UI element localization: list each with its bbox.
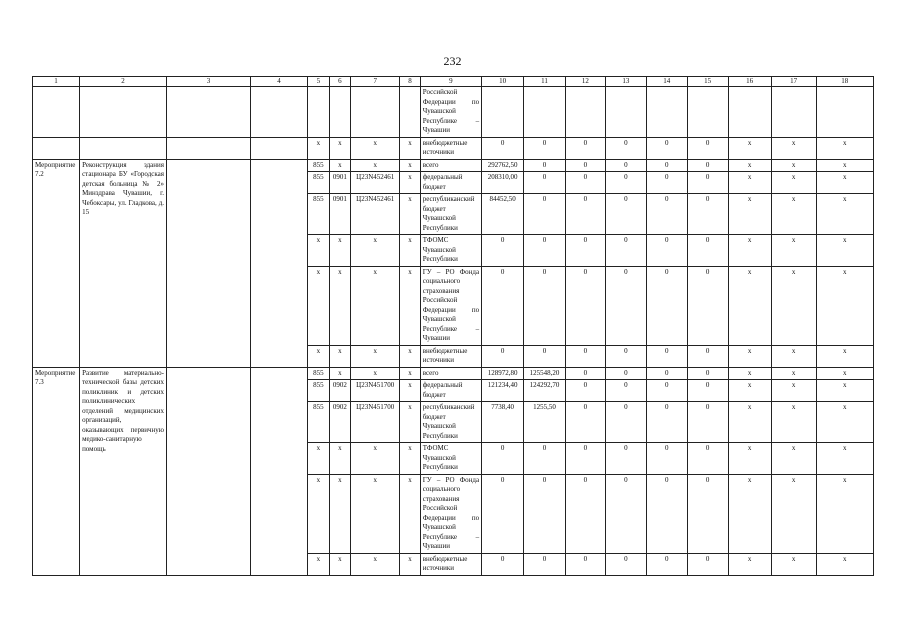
cell-year-15: 0 [687, 172, 728, 194]
cell-year-10: 208310,00 [482, 172, 524, 194]
cell-year-12: 0 [565, 266, 605, 345]
cell-year-17: x [771, 443, 816, 475]
cell-year-16: x [728, 367, 771, 380]
cell-year-15: 0 [687, 380, 728, 402]
cell-year-16: x [728, 194, 771, 235]
cell-section: 0901 [329, 194, 350, 235]
cell-funding-source: внебюджетные источники [420, 137, 481, 159]
cell-funding-source: ГУ – РО Фонда социального страхования Российской Федерации по Чувашской Республике – Чувашии [420, 474, 481, 553]
cell-target-article: Ц23N451700 [351, 380, 400, 402]
cell-expense-group: x [400, 194, 420, 235]
measure-name: Реконструкция здания стационара БУ «Городская детская больница № 2» Минздрава Чувашии, г. Чебоксары, ул. Гладкова, д. 15 [80, 159, 167, 367]
measure-id: Мероприятие 7.2 [33, 159, 80, 367]
cell-year-14: 0 [646, 443, 687, 475]
cell-section: x [329, 443, 350, 475]
cell-year-12: 0 [565, 159, 605, 172]
cell-year-14: 0 [646, 266, 687, 345]
cell-year-17 [771, 87, 816, 138]
cell-measure-id [33, 137, 80, 159]
cell-year-11: 0 [524, 474, 566, 553]
cell-year-11: 0 [524, 553, 566, 575]
cell-funding-source: Российской Федерации по Чувашской Республике – Чувашии [420, 87, 481, 138]
cell-year-14: 0 [646, 402, 687, 443]
cell-year-15: 0 [687, 553, 728, 575]
cell-year-17: x [771, 235, 816, 267]
cell-year-17: x [771, 474, 816, 553]
header-row [33, 77, 874, 87]
cell-year-13: 0 [605, 172, 646, 194]
cell-year-16: x [728, 474, 771, 553]
cell-year-14: 0 [646, 367, 687, 380]
cell-year-12: 0 [565, 474, 605, 553]
cell-section: x [329, 474, 350, 553]
cell-target-article: Ц23N452461 [351, 172, 400, 194]
cell-year-18: x [816, 380, 873, 402]
column-number-7: 7 [351, 77, 400, 87]
column-number-3: 3 [167, 77, 251, 87]
cell-year-18: x [816, 474, 873, 553]
cell-year-13: 0 [605, 159, 646, 172]
cell-funding-source: внебюджетные источники [420, 553, 481, 575]
column-number-13: 13 [605, 77, 646, 87]
cell-year-16: x [728, 235, 771, 267]
cell-grbs: x [308, 266, 329, 345]
cell-section: x [329, 266, 350, 345]
cell-year-10: 0 [482, 553, 524, 575]
cell-expense-group: x [400, 235, 420, 267]
cell-year-13: 0 [605, 266, 646, 345]
cell-year-15: 0 [687, 474, 728, 553]
cell-grbs: 855 [308, 194, 329, 235]
cell-year-17: x [771, 194, 816, 235]
cell-section: x [329, 137, 350, 159]
cell-year-11: 0 [524, 266, 566, 345]
cell-target-article [351, 87, 400, 138]
cell-year-16: x [728, 266, 771, 345]
cell-year-10 [482, 87, 524, 138]
cell-expense-group: x [400, 266, 420, 345]
cell-year-14: 0 [646, 235, 687, 267]
cell-expense-group: x [400, 553, 420, 575]
cell-year-18 [816, 87, 873, 138]
cell-year-13: 0 [605, 235, 646, 267]
cell-funding-source: ТФОМС Чувашской Республики [420, 235, 481, 267]
cell-section [329, 87, 350, 138]
cell-section: 0902 [329, 402, 350, 443]
cell-year-16: x [728, 159, 771, 172]
cell-year-15: 0 [687, 402, 728, 443]
cell-col-4 [250, 159, 307, 367]
cell-section: x [329, 159, 350, 172]
cell-year-10: 128972,80 [482, 367, 524, 380]
cell-year-14: 0 [646, 137, 687, 159]
cell-grbs: x [308, 235, 329, 267]
cell-year-10: 0 [482, 345, 524, 367]
cell-col-3 [167, 87, 251, 138]
cell-funding-source: внебюджетные источники [420, 345, 481, 367]
cell-funding-source: республиканский бюджет Чувашской Республики [420, 194, 481, 235]
cell-year-12: 0 [565, 402, 605, 443]
cell-year-15: 0 [687, 345, 728, 367]
cell-grbs: x [308, 137, 329, 159]
cell-year-10: 7738,40 [482, 402, 524, 443]
cell-section: 0901 [329, 172, 350, 194]
cell-year-12: 0 [565, 172, 605, 194]
cell-year-18: x [816, 172, 873, 194]
column-number-9: 9 [420, 77, 481, 87]
cell-section: x [329, 345, 350, 367]
cell-year-11: 124292,70 [524, 380, 566, 402]
cell-year-13: 0 [605, 380, 646, 402]
cell-grbs: x [308, 443, 329, 475]
cell-year-15: 0 [687, 266, 728, 345]
cell-year-17: x [771, 367, 816, 380]
cell-year-13: 0 [605, 443, 646, 475]
cell-year-14: 0 [646, 380, 687, 402]
column-number-16: 16 [728, 77, 771, 87]
cell-section: x [329, 553, 350, 575]
column-number-17: 17 [771, 77, 816, 87]
cell-year-17: x [771, 402, 816, 443]
cell-year-14: 0 [646, 194, 687, 235]
cell-grbs: x [308, 553, 329, 575]
table-row [33, 159, 874, 172]
cell-year-12: 0 [565, 553, 605, 575]
cell-year-17: x [771, 266, 816, 345]
table-body [33, 77, 874, 576]
cell-target-article: x [351, 553, 400, 575]
cell-year-17: x [771, 345, 816, 367]
cell-year-13: 0 [605, 553, 646, 575]
column-number-1: 1 [33, 77, 80, 87]
cell-measure-id [33, 87, 80, 138]
cell-col-4 [250, 137, 307, 159]
cell-expense-group: x [400, 172, 420, 194]
cell-year-18: x [816, 345, 873, 367]
cell-year-12: 0 [565, 380, 605, 402]
cell-year-11: 0 [524, 235, 566, 267]
cell-year-18: x [816, 194, 873, 235]
cell-year-17: x [771, 553, 816, 575]
cell-year-16: x [728, 402, 771, 443]
cell-year-14: 0 [646, 474, 687, 553]
cell-year-11 [524, 87, 566, 138]
cell-target-article: x [351, 474, 400, 553]
cell-year-16 [728, 87, 771, 138]
cell-year-14 [646, 87, 687, 138]
cell-funding-source: ТФОМС Чувашской Республики [420, 443, 481, 475]
cell-col-3 [167, 137, 251, 159]
cell-section: 0902 [329, 380, 350, 402]
cell-year-17: x [771, 159, 816, 172]
cell-year-16: x [728, 345, 771, 367]
cell-measure-name [80, 137, 167, 159]
page-number: 232 [443, 54, 462, 68]
cell-col-4 [250, 87, 307, 138]
cell-section: x [329, 367, 350, 380]
cell-target-article: Ц23N452461 [351, 194, 400, 235]
cell-year-10: 121234,40 [482, 380, 524, 402]
cell-year-13: 0 [605, 474, 646, 553]
cell-year-15: 0 [687, 137, 728, 159]
cell-year-12: 0 [565, 235, 605, 267]
cell-grbs: 855 [308, 402, 329, 443]
column-number-11: 11 [524, 77, 566, 87]
cell-section: x [329, 235, 350, 267]
cell-year-10: 84452,50 [482, 194, 524, 235]
cell-year-15: 0 [687, 159, 728, 172]
cell-year-10: 0 [482, 443, 524, 475]
cell-expense-group: x [400, 367, 420, 380]
cell-grbs: 855 [308, 159, 329, 172]
cell-col-4 [250, 367, 307, 575]
measure-name: Развитие материально-технической базы детских поликлиник и детских поликлинических отделений медицинских организаций, оказывающих первичную медико-санитарную помощь [80, 367, 167, 575]
cell-year-18: x [816, 553, 873, 575]
cell-target-article: x [351, 235, 400, 267]
cell-year-13 [605, 87, 646, 138]
cell-year-15: 0 [687, 367, 728, 380]
cell-target-article: Ц23N451700 [351, 402, 400, 443]
cell-year-15: 0 [687, 235, 728, 267]
cell-year-11: 0 [524, 172, 566, 194]
cell-year-12: 0 [565, 443, 605, 475]
cell-year-14: 0 [646, 172, 687, 194]
cell-funding-source: федеральный бюджет [420, 380, 481, 402]
cell-year-17: x [771, 380, 816, 402]
cell-target-article: x [351, 137, 400, 159]
column-number-10: 10 [482, 77, 524, 87]
cell-year-18: x [816, 443, 873, 475]
cell-year-11: 0 [524, 345, 566, 367]
cell-col-3 [167, 159, 251, 367]
cell-funding-source: республиканский бюджет Чувашской Республики [420, 402, 481, 443]
cell-year-11: 0 [524, 159, 566, 172]
cell-year-12 [565, 87, 605, 138]
cell-year-17: x [771, 172, 816, 194]
cell-year-13: 0 [605, 367, 646, 380]
column-number-4: 4 [250, 77, 307, 87]
column-number-15: 15 [687, 77, 728, 87]
cell-year-11: 0 [524, 443, 566, 475]
cell-year-10: 0 [482, 137, 524, 159]
cell-year-12: 0 [565, 194, 605, 235]
cell-funding-source: всего [420, 367, 481, 380]
cell-year-15: 0 [687, 443, 728, 475]
cell-year-12: 0 [565, 367, 605, 380]
cell-grbs [308, 87, 329, 138]
cell-year-13: 0 [605, 194, 646, 235]
cell-year-15: 0 [687, 194, 728, 235]
cell-grbs: x [308, 474, 329, 553]
cell-funding-source: ГУ – РО Фонда социального страхования Российской Федерации по Чувашской Республике – Чувашии [420, 266, 481, 345]
table-row [33, 87, 874, 138]
table-row [33, 367, 874, 380]
cell-target-article: x [351, 266, 400, 345]
cell-expense-group [400, 87, 420, 138]
table-row [33, 137, 874, 159]
cell-year-14: 0 [646, 345, 687, 367]
cell-year-10: 292762,50 [482, 159, 524, 172]
cell-year-11: 1255,50 [524, 402, 566, 443]
column-number-14: 14 [646, 77, 687, 87]
cell-year-14: 0 [646, 553, 687, 575]
cell-grbs: 855 [308, 367, 329, 380]
cell-year-18: x [816, 367, 873, 380]
column-number-12: 12 [565, 77, 605, 87]
column-number-2: 2 [80, 77, 167, 87]
cell-grbs: 855 [308, 380, 329, 402]
budget-table [32, 76, 874, 576]
cell-year-10: 0 [482, 266, 524, 345]
cell-year-11: 125548,20 [524, 367, 566, 380]
cell-expense-group: x [400, 474, 420, 553]
cell-year-13: 0 [605, 345, 646, 367]
cell-year-11: 0 [524, 194, 566, 235]
cell-year-16: x [728, 443, 771, 475]
cell-grbs: 855 [308, 172, 329, 194]
column-number-5: 5 [308, 77, 329, 87]
cell-year-10: 0 [482, 474, 524, 553]
cell-grbs: x [308, 345, 329, 367]
cell-year-11: 0 [524, 137, 566, 159]
cell-year-12: 0 [565, 345, 605, 367]
cell-col-3 [167, 367, 251, 575]
cell-year-18: x [816, 266, 873, 345]
cell-year-18: x [816, 159, 873, 172]
cell-year-10: 0 [482, 235, 524, 267]
cell-measure-name [80, 87, 167, 138]
cell-expense-group: x [400, 137, 420, 159]
cell-year-18: x [816, 235, 873, 267]
cell-year-14: 0 [646, 159, 687, 172]
column-number-8: 8 [400, 77, 420, 87]
cell-expense-group: x [400, 402, 420, 443]
cell-year-16: x [728, 172, 771, 194]
cell-funding-source: всего [420, 159, 481, 172]
cell-funding-source: федеральный бюджет [420, 172, 481, 194]
cell-year-12: 0 [565, 137, 605, 159]
cell-expense-group: x [400, 443, 420, 475]
cell-target-article: x [351, 367, 400, 380]
cell-year-17: x [771, 137, 816, 159]
cell-year-15 [687, 87, 728, 138]
column-number-6: 6 [329, 77, 350, 87]
cell-year-16: x [728, 553, 771, 575]
cell-target-article: x [351, 443, 400, 475]
cell-year-13: 0 [605, 137, 646, 159]
cell-year-16: x [728, 380, 771, 402]
cell-year-16: x [728, 137, 771, 159]
cell-year-18: x [816, 137, 873, 159]
cell-target-article: x [351, 159, 400, 172]
cell-expense-group: x [400, 159, 420, 172]
cell-expense-group: x [400, 380, 420, 402]
measure-id: Мероприятие 7.3 [33, 367, 80, 575]
cell-target-article: x [351, 345, 400, 367]
cell-year-18: x [816, 402, 873, 443]
cell-expense-group: x [400, 345, 420, 367]
column-number-18: 18 [816, 77, 873, 87]
cell-year-13: 0 [605, 402, 646, 443]
